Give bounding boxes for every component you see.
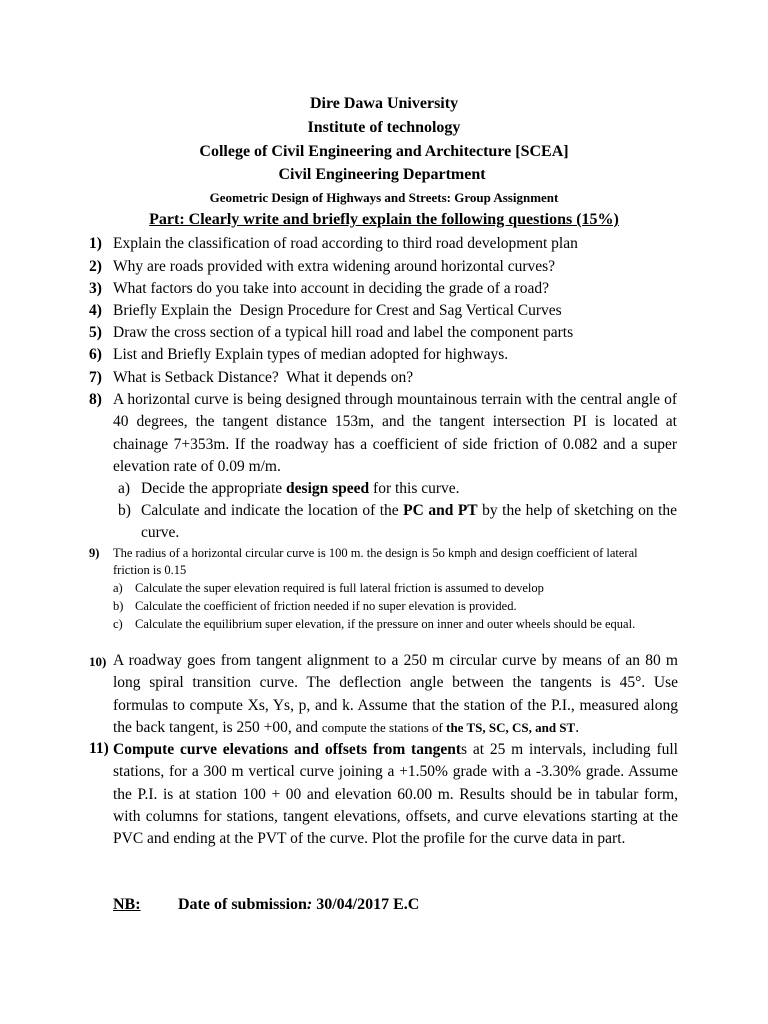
question-11-number: 11) <box>89 740 109 757</box>
question-text: Why are roads provided with extra widening around horizontal curves? <box>113 258 556 275</box>
sub-text: Calculate the coefficient of friction needed if no super elevation is provided. <box>135 599 517 613</box>
sub-text: Calculate the equilibrium super elevation, if the pressure on inner and outer wheels should be equal. <box>135 617 636 631</box>
sub-text: Decide the appropriate design speed for this curve. <box>141 480 460 497</box>
question-text: The radius of a horizontal circular curve is 100 m. the design is 5o kmph and design coefficient of lateral friction is 0.15 <box>113 546 638 577</box>
question-text: What factors do you take into account in deciding the grade of a road? <box>113 280 549 297</box>
question-text: Draw the cross section of a typical hill road and label the component parts <box>113 324 574 341</box>
nb-label: NB: <box>113 896 141 913</box>
sub-text: Calculate and indicate the location of the PC and PT by the help of sketching on the curve. <box>141 502 678 542</box>
question-number: 2) <box>89 258 102 275</box>
question-text: List and Briefly Explain types of median adopted for highways. <box>113 346 509 363</box>
question-number: 4) <box>89 302 102 319</box>
question-number: 1) <box>89 235 102 252</box>
sub-label: a) <box>113 581 123 595</box>
question-number: 3) <box>89 280 102 297</box>
question-text: Explain the classification of road according to third road development plan <box>113 235 578 252</box>
department-name: Civil Engineering Department <box>278 166 486 183</box>
question-number: 5) <box>89 324 102 341</box>
question-text: A horizontal curve is being designed through mountainous terrain with the central angle of 40 degrees, the tangent distance 153m, and the tangent intersection PI is located at chainage 7+353m. If the roadway has a coefficient of side friction of 0.082 and a super elevation rate of 0.09 m/m. <box>113 391 677 475</box>
question-number: 7) <box>89 369 102 386</box>
question-text: What is Setback Distance? What it depends on? <box>113 369 414 386</box>
question-number: 9) <box>89 546 100 560</box>
sub-label: b) <box>113 599 124 613</box>
submission-date: Date of submission: 30/04/2017 E.C <box>178 896 420 913</box>
part-heading: Part: Clearly write and briefly explain the following questions (15%) <box>149 211 619 228</box>
sub-label: c) <box>113 617 123 631</box>
sub-text: Calculate the super elevation required is full lateral friction is assumed to develop <box>135 581 544 595</box>
question-number: 8) <box>89 391 102 408</box>
course-title: Geometric Design of Highways and Streets: Group Assignment <box>209 190 559 205</box>
question-10: A roadway goes from tangent alignment to a 250 m circular curve by means of an 80 m long spiral transition curve. The deflection angle between the tangents is 45°. Use formulas to compute Xs, Ys, p, and k. Assume that the station of the P.I., measured along the back tangent, is 250 +00, and compute the stations of the TS, SC, CS, and ST. <box>113 652 678 736</box>
university-name: Dire Dawa University <box>309 95 459 112</box>
sub-label: b) <box>118 502 131 519</box>
college-name: College of Civil Engineering and Architecture [SCEA] <box>199 143 569 160</box>
question-10-number: 10) <box>89 654 107 669</box>
question-11: Compute curve elevations and offsets from tangents at 25 m intervals, including full stations, for a 300 m vertical curve joining a +1.50% grade with a -3.30% grade. Assume the P.I. is at station 100 + 00 and elevation 60.00 m. Results should be in tabular form, with columns for stations, tangent elevations, offsets, and curve elevations starting at the PVC and ending at the PVT of the curve. Plot the profile for the curve data in part. <box>113 741 678 848</box>
institute-name: Institute of technology <box>307 119 461 136</box>
question-text: Briefly Explain the Design Procedure for Crest and Sag Vertical Curves <box>113 302 562 319</box>
question-number: 6) <box>89 346 102 363</box>
sub-label: a) <box>118 480 131 497</box>
